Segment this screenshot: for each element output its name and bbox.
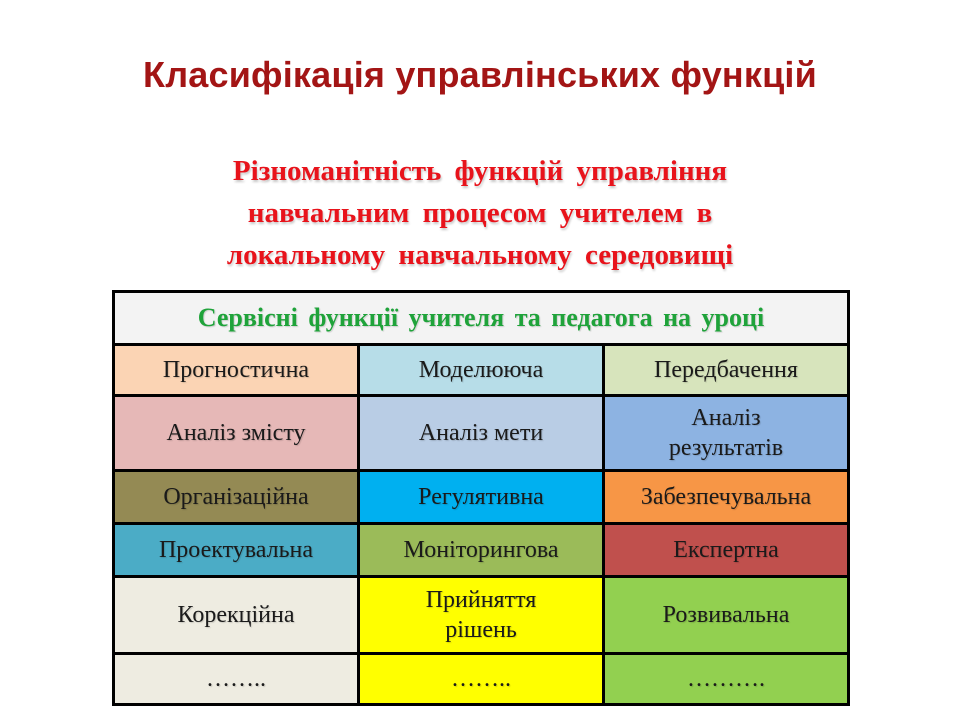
function-cell: Організаційна [114,471,359,524]
function-cell: Корекційна [114,577,359,654]
function-cell: Проектувальна [114,524,359,577]
table-row [114,396,849,471]
subtitle-line-3: локальному навчальному середовищі [226,239,734,271]
function-cell: Аналіз змісту [114,396,359,471]
subtitle-line-2: навчальним процесом учителем в [247,197,713,229]
function-cell: Регулятивна [359,471,604,524]
slide-title: Класифікація управлінських функцій [143,54,817,95]
function-cell: Аналіз мети [359,396,604,471]
placeholder-cell: …….. [359,654,604,705]
functions-table [112,290,850,706]
function-cell: Аналіз результатів [604,396,849,471]
subtitle [130,150,830,276]
subtitle-line-1: Різноманітність функцій управління [232,155,728,187]
table-row [114,345,849,396]
table-header: Сервісні функції учителя та педагога на уроці [114,292,849,345]
table-row [114,654,849,705]
table-row [114,577,849,654]
function-cell: Прогностична [114,345,359,396]
table-row [114,524,849,577]
function-cell: Забезпечувальна [604,471,849,524]
placeholder-cell: ………. [604,654,849,705]
function-cell: Експертна [604,524,849,577]
function-cell: Моделююча [359,345,604,396]
function-cell: Розвивальна [604,577,849,654]
table-header-row [114,292,849,345]
placeholder-cell: …….. [114,654,359,705]
function-cell: Моніторингова [359,524,604,577]
table-row [114,471,849,524]
function-cell: Прийняття рішень [359,577,604,654]
function-cell: Передбачення [604,345,849,396]
